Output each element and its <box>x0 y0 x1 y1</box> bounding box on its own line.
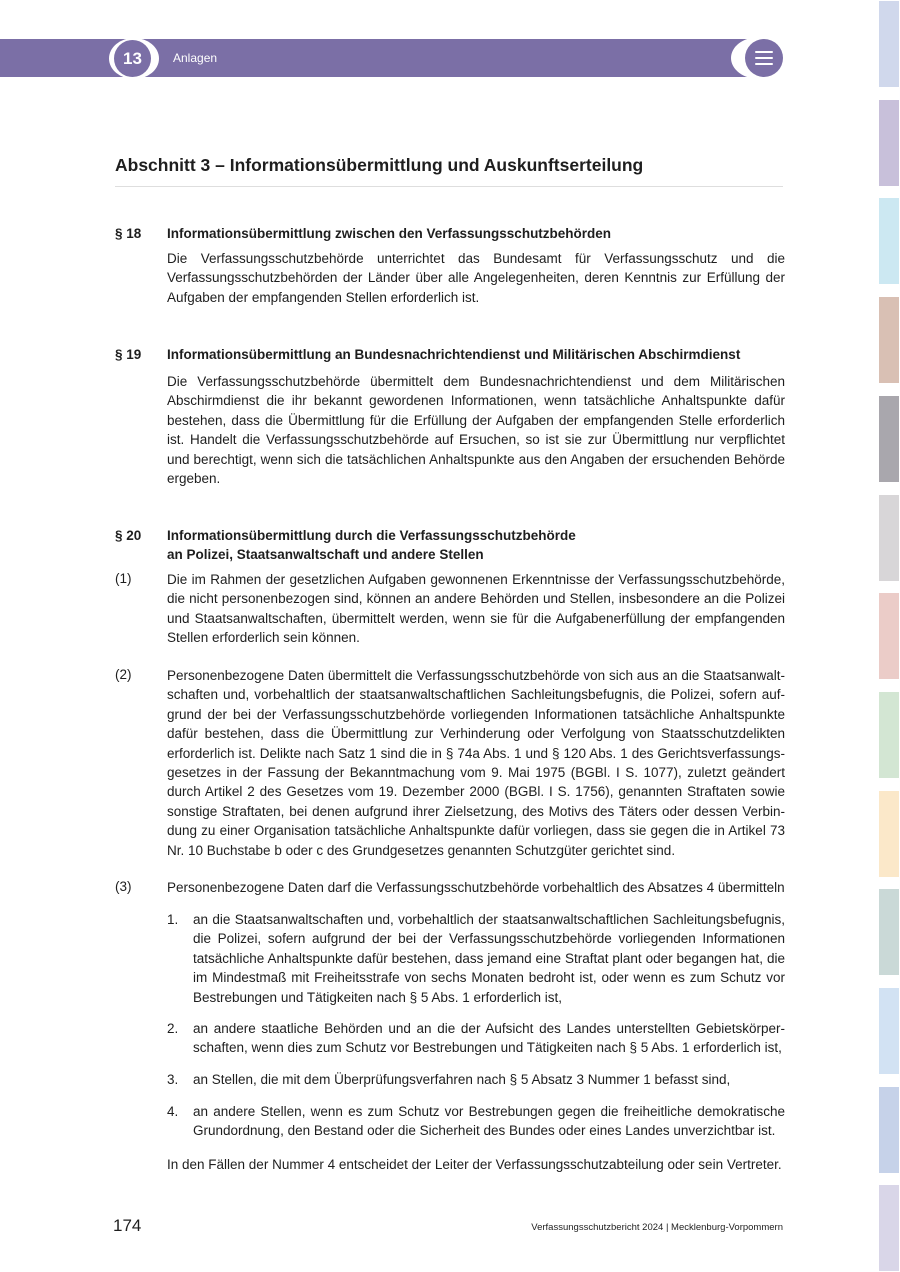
chapter-tab[interactable] <box>879 593 899 679</box>
list-item <box>167 910 785 1007</box>
chapter-tab[interactable] <box>879 692 899 778</box>
paragraph-3-number: (3) <box>115 879 132 894</box>
list-item-text: an die Staatsanwaltschaften und, vorbehaltlich der staatsanwaltschaftlichen Sachleitungsbefugnis, die Polizei, sofern aufgrund der bei der Verfassungsschutzbehörde vorliegenden Informationen tatsächliche Anhaltspunkte dafür bestehen, dass jemand eine Straftat plant oder begangen hat, die im Mindestmaß mit Freiheitsstrafe von sechs Monaten bedroht ist, oder wenn es zum Schutz vor Bestrebungen und Tätigkeiten nach § 5 Abs. 1 erforderlich ist, <box>193 912 785 1005</box>
chapter-tab[interactable] <box>879 791 899 877</box>
section-19-text: Die Verfassungsschutzbehörde übermittelt dem Bundesnachrichtendienst und dem Militärischen Abschirmdienst die ihr bekannt gewordenen Informationen, wenn tatsächliche Anhaltspunkte dafür bestehen, dass die Übermittlung für die Erfüllung der Aufgaben der empfangenden Stelle erforderlich ist. Handelt die Verfassungsschutzbehörde auf Ersuchen, so ist sie zur Übermittlung nur verpflichtet und berechtigt, wenn sich die tatsächlichen Anhaltspunkte aus den Angaben der ersuchenden Behörde ergeben. <box>167 374 785 487</box>
list-item <box>167 1019 785 1058</box>
chapter-label: Anlagen <box>173 51 218 65</box>
chapter-tab[interactable] <box>879 1185 899 1271</box>
chapter-tab[interactable] <box>879 198 899 284</box>
menu-button[interactable] <box>745 39 783 77</box>
hamburger-icon <box>755 63 773 65</box>
list-item-number: 4. <box>167 1104 179 1119</box>
paragraph-1-number: (1) <box>115 571 132 586</box>
section-20-heading-line2: an Polizei, Staatsanwaltschaft und andere Stellen <box>167 547 484 562</box>
list-item-number: 1. <box>167 912 179 927</box>
list-item-text: an Stellen, die mit dem Überprüfungsverfahren nach § 5 Absatz 3 Nummer 1 befasst sind, <box>193 1072 731 1087</box>
section-18-text: Die Verfassungsschutzbehörde unterrichtet das Bundesamt für Verfassungsschutz und die Verfassungsschutzbehörden der Länder über alle Angelegenheiten, deren Kenntnis zur Erfüllung der Aufgaben der empfangenden Stellen erforderlich ist. <box>167 251 785 305</box>
chapter-tab[interactable] <box>879 495 899 581</box>
list-item <box>167 1070 785 1089</box>
paragraph-3-closing: In den Fällen der Nummer 4 entscheidet der Leiter der Verfassungsschutzabteilung oder sein Vertreter. <box>167 1157 782 1172</box>
list-item <box>167 1102 785 1141</box>
list-item-number: 2. <box>167 1021 179 1036</box>
title-divider <box>115 186 783 187</box>
hamburger-icon <box>755 57 773 59</box>
paragraph-2-text: Personenbezogene Daten übermittelt die Verfassungsschutzbehörde von sich aus an die Staatsanwaltschaften und, vorbehaltlich der staatsanwaltschaftlichen Sachleitungsbefugnis, die Polizei, sofern aufgrund der bei der Verfassungsschutzbehörde vorliegenden Informationen tatsächliche Anhaltspunkte dafür bestehen, dass die Übermittlung zur Verhinderung oder Verfolgung von Staatsschutzdelikten erforderlich ist. Delikte nach Satz 1 sind die in § 74a Abs. 1 und § 120 Abs. 1 des Gerichtsverfassungsgesetzes in der Fassung der Bekanntmachung vom 9. Mai 1975 (BGBl. I S. 1077), zuletzt geändert durch Artikel 2 des Gesetzes vom 19. Dezember 2000 (BGBl. I S. 1756), genannten Straftaten sowie sonstige Straftaten, bei denen aufgrund ihrer Zielsetzung, des Motivs des Täters oder dessen Verbindung zu einer Organisation tatsächliche Anhaltspunkte dafür vorliegen, dass sie gegen die in Artikel 73 Nr. 10 Buchstabe b oder c des Grundgesetzes genannten Schutzgüter gerichtet sind. <box>167 668 785 858</box>
chapter-tab[interactable] <box>879 396 899 482</box>
paragraph-1-text: Die im Rahmen der gesetzlichen Aufgaben gewonnenen Erkenntnisse der Verfassungsschutzbehörde, die nicht personenbezogen sind, können an andere Behörden und Stellen, insbesondere an die Polizei und Staatsanwaltschaften, übermittelt werden, wenn sie für die Aufgabenerfüllung der empfangenden Stellen erforderlich sein können. <box>167 572 785 646</box>
list-item-text: an andere staatliche Behörden und an die der Aufsicht des Landes unterstellten Gebietskörperschaften, wenn dies zum Schutz vor Bestrebungen und Tätigkeiten nach § 5 Abs. 1 erforderlich ist, <box>193 1021 785 1056</box>
chapter-tab[interactable] <box>879 988 899 1074</box>
chapter-tab[interactable] <box>879 297 899 383</box>
chapter-number: 13 <box>114 40 151 77</box>
section-18-heading: Informationsübermittlung zwischen den Verfassungsschutzbehörden <box>167 226 612 241</box>
hamburger-icon <box>755 51 773 53</box>
section-title: Abschnitt 3 – Informationsübermittlung und Auskunftserteilung <box>115 155 644 175</box>
section-19-number: § 19 <box>115 347 142 362</box>
chapter-tab[interactable] <box>879 1087 899 1173</box>
section-20-number: § 20 <box>115 528 142 543</box>
page-number: 174 <box>113 1216 142 1235</box>
list-item-number: 3. <box>167 1072 179 1087</box>
paragraph-3-intro: Personenbezogene Daten darf die Verfassungsschutzbehörde vorbehaltlich des Absatzes 4 übermitteln <box>167 880 785 895</box>
footer-publication: Verfassungsschutzbericht 2024 | Mecklenburg-Vorpommern <box>531 1222 783 1233</box>
chapter-tab[interactable] <box>879 889 899 975</box>
list-item-text: an andere Stellen, wenn es zum Schutz vor Bestrebungen gegen die freiheitliche demokratische Grundordnung, den Bestand oder die Sicherheit des Bundes oder eines Landes unverzichtbar ist. <box>193 1104 785 1139</box>
section-18-number: § 18 <box>115 226 142 241</box>
section-19-heading: Informationsübermittlung an Bundesnachrichtendienst und Militärischen Abschirmdienst <box>167 347 741 362</box>
section-20-heading-line1: Informationsübermittlung durch die Verfassungsschutzbehörde <box>167 528 576 543</box>
chapter-badge <box>109 38 159 79</box>
paragraph-2-number: (2) <box>115 667 132 682</box>
chapter-tab[interactable] <box>879 1 899 87</box>
chapter-tab[interactable] <box>879 100 899 186</box>
